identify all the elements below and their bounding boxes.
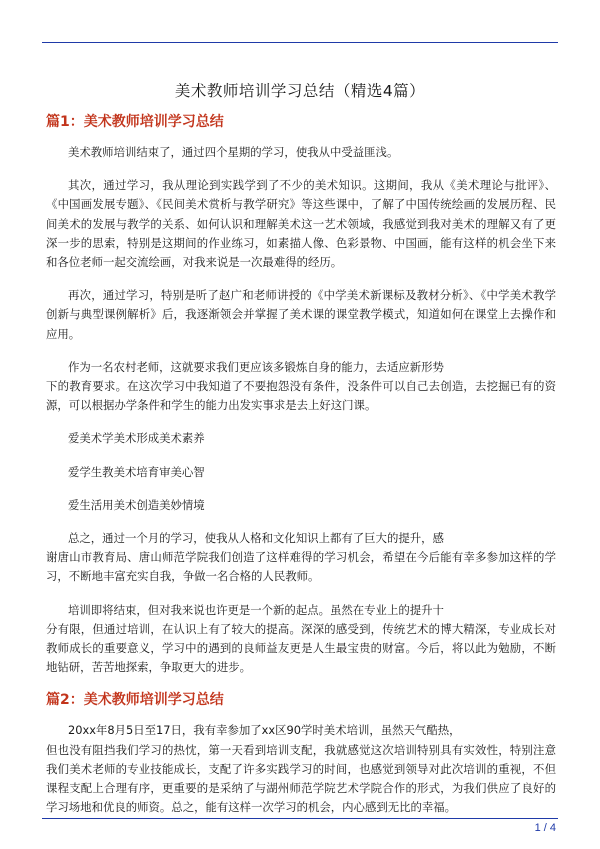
paragraph: 作为一名农村老师，这就要求我们更应该多锻炼自身的能力，去适应新形势 — [68, 359, 444, 374]
paragraph: 总之，通过一个月的学习，使我从人格和文化知识上都有了巨大的提升，感 — [68, 531, 444, 546]
paragraph: 美术教师培训结束了，通过四个星期的学习，使我从中受益匪浅。 — [68, 145, 399, 159]
footer-rule — [42, 818, 558, 819]
section-2-heading: 篇2：美术教师培训学习总结 — [46, 692, 224, 709]
header-rule — [42, 42, 558, 43]
paragraph: 下的教育要求。在这次学习中我知道了不要抱怨没有条件，没条件可以自己去创造，去挖掘已有的资源，可以根据办学条件和学生的能力出发实事求是去上好这门课。 — [46, 379, 556, 413]
paragraph: 培训即将结束，但对我来说也许更是一个新的起点。虽然在专业上的提升十 — [68, 602, 444, 617]
paragraph: 20xx年8月5日至17日，我有幸参加了xx区90学时美术培训，虽然天气酷热， — [68, 723, 461, 738]
page-number: 1 / 4 — [534, 822, 556, 834]
section-1-heading: 篇1：美术教师培训学习总结 — [46, 114, 224, 130]
paragraph: 分有限，但通过培训，在认识上有了较大的提高。深深的感受到，传统艺术的博大精深，专业成长对教师成长的重要意义，学习中的遇到的良师益友更是人生最宝贵的财富。今后，将以此为勉励，不断地钻研，苦苦地探索，争取更大的进步。 — [46, 621, 556, 675]
motto-line: 爱美术学美术形成美术素养 — [68, 431, 205, 446]
paragraph: 但也没有阻挡我们学习的热忱，第一天看到培训支配，我就感觉这次培训特别具有实效性，特别注意我们美术老师的专业技能成长，支配了许多实践学习的时间，也感觉到领导对此次培训的重视，不但课程支配上合理有序，更重要的是采纳了与湖州师范学院艺术学院合作的形式，为我们供应了良好的学习场地和优良的师资。总之，能有这样一次学习的机会，内心感到无比的幸福。 — [46, 742, 556, 815]
motto-line: 爱生活用美术创造美妙情境 — [68, 497, 205, 512]
motto-line: 爱学生教美术培育审美心智 — [68, 464, 205, 479]
document-body — [46, 111, 556, 817]
document-title: 美术教师培训学习总结（精选4篇） — [174, 82, 426, 100]
paragraph: 再次，通过学习，特别是听了赵广和老师讲授的《中学美术新课标及教材分析》、《中学美术教学创新与典型课例解析》后，我逐渐领会并掌握了美术课的课堂教学模式，知道如何在课堂上去操作和应用。 — [46, 288, 556, 341]
paragraph: 谢唐山市教育局、唐山师范学院我们创造了这样难得的学习机会，希望在今后能有幸多参加这样的学习，不断地丰富充实自我，争做一名合格的人民教师。 — [46, 550, 556, 584]
paragraph: 其次，通过学习，我从理论到实践学到了不少的美术知识。这期间，我从《美术理论与批评》、《中国画发展专题》、《民间美术赏析与教学研究》等这些课中，了解了中国传统绘画的发展历程、民间美术的发展与教学的关系、如何认识和理解美术这一艺术领域，我感觉到我对美术的理解又有了更深一步的思索，特别是这期间的作业练习，如素描人像、色彩景物、中国画，能有这样的机会坐下来和各位老师一起交流绘画，对我来说是一次最难得的经历。 — [46, 178, 556, 270]
